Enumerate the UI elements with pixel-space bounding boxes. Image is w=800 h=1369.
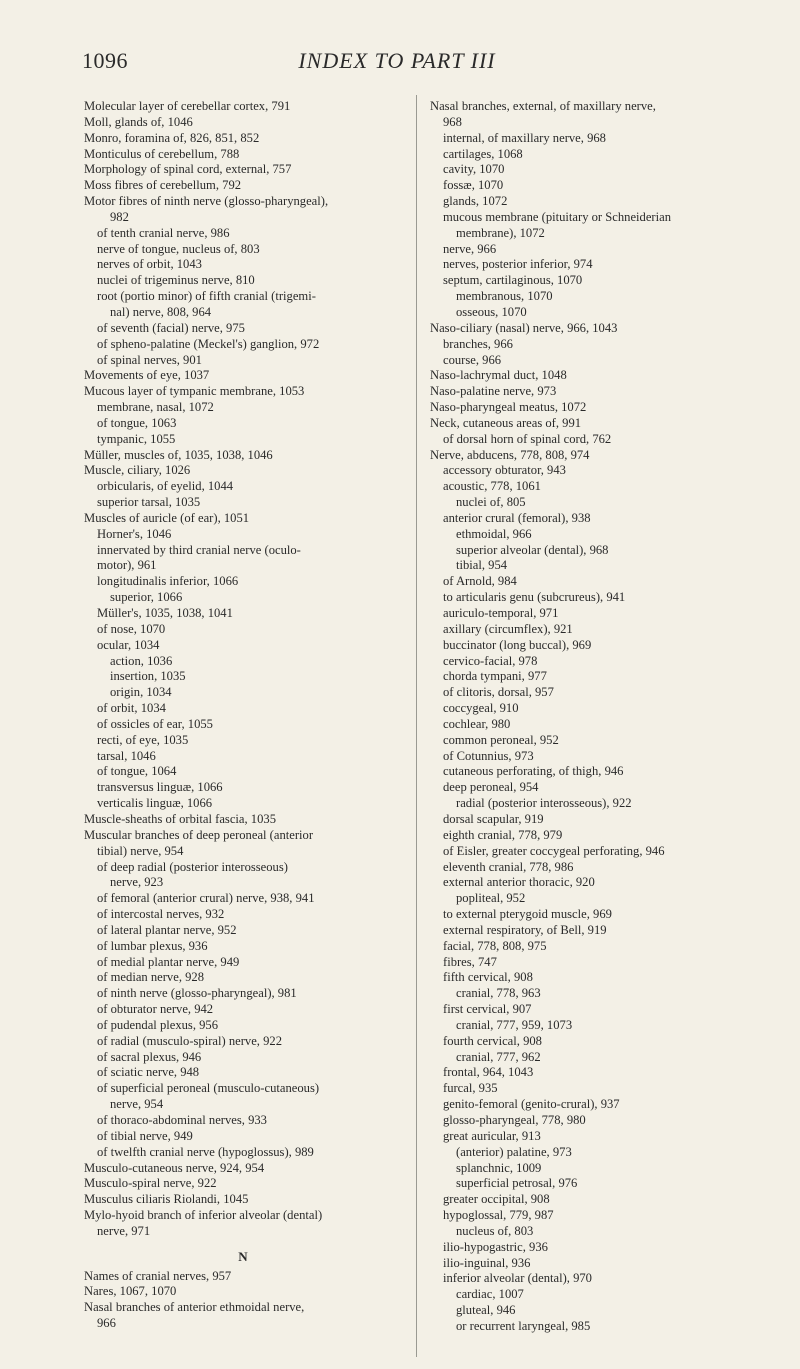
section-letter-heading: N	[238, 1248, 248, 1264]
index-entry: of obturator nerve, 942	[97, 1002, 214, 1017]
index-entry: nuclei of, 805	[456, 495, 526, 510]
index-entry: membrane), 1072	[456, 225, 545, 240]
page-number: 1096	[82, 48, 128, 73]
index-entry: Musculo-cutaneous nerve, 924, 954	[84, 1160, 265, 1175]
index-entry: hypoglossal, 779, 987	[443, 1208, 554, 1223]
index-entry: osseous, 1070	[456, 304, 527, 319]
index-entry: tarsal, 1046	[97, 748, 156, 763]
index-entry: inferior alveolar (dental), 970	[443, 1271, 592, 1286]
index-entry: Muscles of auricle (of ear), 1051	[84, 510, 250, 525]
index-entry: fourth cervical, 908	[443, 1033, 542, 1048]
index-entry: of clitoris, dorsal, 957	[443, 685, 554, 700]
index-entry: Molecular layer of cerebellar cortex, 791	[84, 99, 291, 113]
index-entry: Musculus ciliaris Riolandi, 1045	[84, 1192, 249, 1207]
column-divider	[416, 95, 417, 1357]
index-entry: Muscle, ciliary, 1026	[84, 463, 191, 478]
index-entry: membrane, nasal, 1072	[97, 400, 214, 415]
index-entry: 966	[97, 1316, 116, 1331]
index-entry: of nose, 1070	[97, 621, 166, 636]
index-entry: nerve, 954	[110, 1097, 164, 1112]
index-entry: of lumbar plexus, 936	[97, 938, 208, 953]
index-entry: of pudendal plexus, 956	[97, 1017, 219, 1032]
index-entry: eighth cranial, 778, 979	[443, 827, 563, 842]
index-entry: mucous membrane (pituitary or Schneiderian	[443, 209, 672, 224]
index-entry: Monticulus of cerebellum, 788	[84, 146, 240, 161]
index-entry: cardiac, 1007	[456, 1287, 524, 1302]
index-entry: nerves, posterior inferior, 974	[443, 257, 593, 272]
index-entry: nuclei of trigeminus nerve, 810	[97, 273, 255, 288]
index-entry: gluteal, 946	[456, 1303, 516, 1318]
index-entry: of twelfth cranial nerve (hypoglossus), 989	[97, 1144, 314, 1159]
index-entry: action, 1036	[110, 653, 173, 668]
index-entry: external respiratory, of Bell, 919	[443, 922, 607, 937]
index-entry: of lateral plantar nerve, 952	[97, 922, 237, 937]
index-entry: cartilages, 1068	[443, 146, 523, 161]
index-entry: popliteal, 952	[456, 891, 526, 906]
index-entry: superior tarsal, 1035	[97, 495, 201, 510]
index-entry: superior alveolar (dental), 968	[456, 542, 609, 557]
index-entry: cranial, 777, 962	[456, 1049, 541, 1064]
index-entry: of spheno-palatine (Meckel's) ganglion, 972	[97, 336, 320, 351]
index-entry: Nares, 1067, 1070	[84, 1284, 177, 1299]
index-entry: of median nerve, 928	[97, 970, 205, 985]
index-entry: frontal, 964, 1043	[443, 1065, 534, 1080]
index-entry: of sciatic nerve, 948	[97, 1065, 200, 1080]
right-index-column	[430, 99, 748, 1335]
index-entry: glosso-pharyngeal, 778, 980	[443, 1113, 586, 1127]
index-entry: transversus linguæ, 1066	[97, 780, 223, 795]
index-entry: buccinator (long buccal), 969	[443, 637, 592, 652]
index-entry: tibial, 954	[456, 558, 508, 573]
index-entry: Nerve, abducens, 778, 808, 974	[430, 447, 590, 462]
index-entry: axillary (circumflex), 921	[443, 621, 573, 636]
index-entry: of ninth nerve (glosso-pharyngeal), 981	[97, 986, 297, 1001]
index-entry: deep peroneal, 954	[443, 780, 539, 795]
index-entry: of thoraco-abdominal nerves, 933	[97, 1113, 267, 1127]
index-entry: great auricular, 913	[443, 1128, 541, 1143]
index-entry: eleventh cranial, 778, 986	[443, 859, 574, 874]
index-entry: Muscle-sheaths of orbital fascia, 1035	[84, 811, 276, 826]
index-entry: of spinal nerves, 901	[97, 352, 202, 367]
index-entry: of orbit, 1034	[97, 701, 166, 716]
index-entry: cranial, 778, 963	[456, 986, 541, 1001]
index-entry: furcal, 935	[443, 1081, 498, 1096]
index-entry: of deep radial (posterior interosseous)	[97, 859, 288, 874]
index-entry: Motor fibres of ninth nerve (glosso-pharyngeal),	[84, 194, 329, 209]
index-entry: Morphology of spinal cord, external, 757	[84, 162, 292, 177]
index-entry: of tongue, 1063	[97, 415, 177, 430]
left-index-column	[84, 99, 402, 1332]
index-entry: cranial, 777, 959, 1073	[456, 1017, 573, 1032]
index-entry: ilio-hypogastric, 936	[443, 1239, 548, 1254]
running-title: INDEX TO PART III	[298, 48, 496, 73]
index-entry: of dorsal horn of spinal cord, 762	[443, 431, 612, 446]
index-entry: of Eisler, greater coccygeal perforating, 946	[443, 843, 665, 858]
index-entry: tympanic, 1055	[97, 431, 176, 446]
index-entry: of superficial peroneal (musculo-cutaneous)	[97, 1081, 320, 1096]
index-entry: Müller's, 1035, 1038, 1041	[97, 606, 233, 620]
index-entry: acoustic, 778, 1061	[443, 479, 541, 494]
index-entry: of tongue, 1064	[97, 764, 177, 779]
index-entry: course, 966	[443, 352, 502, 367]
index-entry: verticalis linguæ, 1066	[97, 796, 213, 811]
index-entry: nerve, 923	[110, 875, 164, 890]
index-entry: origin, 1034	[110, 685, 172, 700]
index-entry: Naso-palatine nerve, 973	[430, 384, 557, 399]
index-entry: Mucous layer of tympanic membrane, 1053	[84, 384, 305, 399]
index-entry: of tenth cranial nerve, 986	[97, 225, 230, 240]
index-entry: dorsal scapular, 919	[443, 811, 544, 826]
index-entry: (anterior) palatine, 973	[456, 1144, 572, 1159]
index-entry: of intercostal nerves, 932	[97, 907, 225, 922]
index-entry: longitudinalis inferior, 1066	[97, 574, 239, 589]
index-entry: septum, cartilaginous, 1070	[443, 273, 583, 288]
index-entry: 982	[110, 209, 129, 224]
index-entry: tibial) nerve, 954	[97, 843, 184, 858]
index-entry: nerve, 971	[97, 1223, 151, 1238]
index-entry: Nasal branches, external, of maxillary nerve,	[430, 99, 656, 113]
index-entry: nerves of orbit, 1043	[97, 257, 202, 272]
index-entry: cochlear, 980	[443, 716, 511, 731]
index-entry: nal) nerve, 808, 964	[110, 304, 212, 319]
index-entry: innervated by third cranial nerve (oculo-	[97, 542, 301, 557]
index-entry: or recurrent laryngeal, 985	[456, 1318, 591, 1333]
index-entry: of ossicles of ear, 1055	[97, 716, 213, 731]
index-entry: accessory obturator, 943	[443, 463, 566, 478]
index-entry: motor), 961	[97, 558, 157, 573]
index-entry: cervico-facial, 978	[443, 653, 538, 668]
index-entry: fossæ, 1070	[443, 178, 504, 193]
index-entry: internal, of maxillary nerve, 968	[443, 130, 606, 145]
index-entry: anterior crural (femoral), 938	[443, 510, 591, 525]
index-entry: Moss fibres of cerebellum, 792	[84, 178, 242, 193]
index-entry: of Arnold, 984	[443, 574, 517, 589]
index-entry: splanchnic, 1009	[456, 1160, 542, 1175]
index-entry: Mylo-hyoid branch of inferior alveolar (dental)	[84, 1208, 323, 1223]
index-entry: nerve of tongue, nucleus of, 803	[97, 241, 260, 256]
index-entry: of tibial nerve, 949	[97, 1128, 193, 1143]
index-entry: Naso-lachrymal duct, 1048	[430, 368, 567, 383]
index-entry: chorda tympani, 977	[443, 669, 547, 684]
index-entry: to articularis genu (subcrureus), 941	[443, 590, 626, 605]
index-entry: genito-femoral (genito-crural), 937	[443, 1097, 620, 1112]
index-entry: nucleus of, 803	[456, 1223, 534, 1238]
index-entry: ethmoidal, 966	[456, 526, 532, 541]
index-entry: Moll, glands of, 1046	[84, 114, 193, 129]
index-entry: ilio-inguinal, 936	[443, 1255, 531, 1270]
index-entry: Nasal branches of anterior ethmoidal nerve,	[84, 1300, 305, 1315]
index-entry: branches, 966	[443, 336, 513, 351]
index-entry: nerve, 966	[443, 241, 497, 256]
index-entry: membranous, 1070	[456, 289, 553, 304]
index-entry: cavity, 1070	[443, 162, 505, 177]
index-entry: facial, 778, 808, 975	[443, 938, 547, 953]
index-entry: of seventh (facial) nerve, 975	[97, 320, 245, 335]
index-entry: Neck, cutaneous areas of, 991	[430, 415, 582, 430]
index-entry: Monro, foramina of, 826, 851, 852	[84, 130, 260, 145]
index-entry: insertion, 1035	[110, 669, 186, 684]
index-entry: 968	[443, 114, 462, 129]
index-entry: superior, 1066	[110, 590, 183, 605]
index-entry: recti, of eye, 1035	[97, 732, 189, 747]
index-entry: of femoral (anterior crural) nerve, 938, 941	[97, 891, 315, 906]
index-entry: fifth cervical, 908	[443, 970, 533, 985]
index-entry: Horner's, 1046	[97, 526, 172, 541]
index-entry: fibres, 747	[443, 954, 497, 969]
index-entry: root (portio minor) of fifth cranial (trigemi-	[97, 289, 316, 304]
index-entry: external anterior thoracic, 920	[443, 875, 595, 890]
index-entry: first cervical, 907	[443, 1002, 532, 1017]
index-entry: ocular, 1034	[97, 637, 160, 652]
index-entry: Names of cranial nerves, 957	[84, 1268, 232, 1283]
index-entry: to external pterygoid muscle, 969	[443, 907, 612, 922]
index-entry: coccygeal, 910	[443, 701, 519, 716]
index-entry: greater occipital, 908	[443, 1192, 550, 1207]
index-entry: superficial petrosal, 976	[456, 1176, 578, 1191]
index-entry: common peroneal, 952	[443, 732, 559, 747]
index-entry: of sacral plexus, 946	[97, 1049, 202, 1064]
page-header	[82, 48, 712, 78]
index-entry: radial (posterior interosseous), 922	[456, 796, 632, 811]
index-entry: glands, 1072	[443, 194, 508, 209]
index-entry: Muscular branches of deep peroneal (anterior	[84, 827, 314, 842]
index-entry: cutaneous perforating, of thigh, 946	[443, 764, 624, 779]
index-entry: of medial plantar nerve, 949	[97, 954, 240, 969]
index-entry: of radial (musculo-spiral) nerve, 922	[97, 1033, 282, 1048]
index-entry: orbicularis, of eyelid, 1044	[97, 479, 234, 494]
index-entry: Naso-pharyngeal meatus, 1072	[430, 400, 587, 415]
index-entry: Movements of eye, 1037	[84, 368, 210, 383]
index-entry: Müller, muscles of, 1035, 1038, 1046	[84, 447, 273, 462]
index-entry: auriculo-temporal, 971	[443, 606, 559, 620]
index-entry: Musculo-spiral nerve, 922	[84, 1176, 217, 1191]
index-entry: of Cotunnius, 973	[443, 748, 534, 763]
index-entry: Naso-ciliary (nasal) nerve, 966, 1043	[430, 320, 618, 335]
